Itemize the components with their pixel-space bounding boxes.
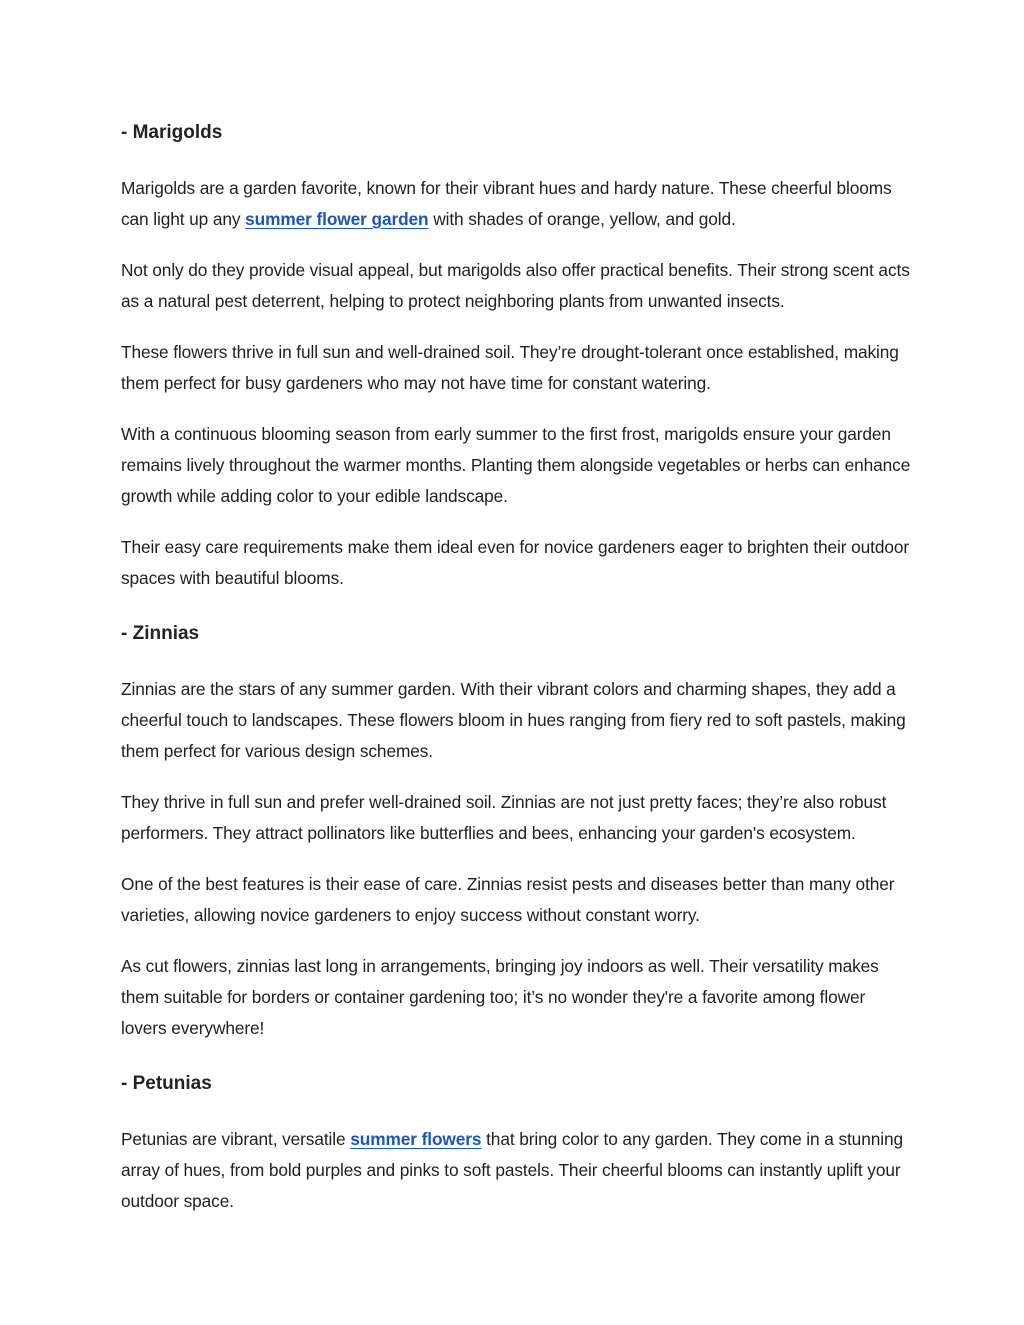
- paragraph-text: that bring color to any garden. They come in a stunning array of hues, from bold purples and pinks to soft pastels. Their cheerful blooms can instantly uplift your outdoor space.: [121, 1129, 903, 1211]
- paragraph-text: Marigolds are a garden favorite, known for their vibrant hues and hardy nature. These cheerful blooms can light up any: [121, 178, 892, 229]
- paragraph: One of the best features is their ease of care. Zinnias resist pests and diseases better than many other varieties, allowing novice gardeners to enjoy success without constant worry.: [121, 874, 895, 925]
- paragraph: With a continuous blooming season from early summer to the first frost, marigolds ensure your garden remains lively throughout the warmer months. Planting them alongside vegetables or herbs can enhance growth while adding color to your edible landscape.: [121, 424, 911, 506]
- paragraph-text: with shades of orange, yellow, and gold.: [428, 209, 736, 229]
- paragraph-text: Petunias are vibrant, versatile: [121, 1129, 351, 1149]
- document-body: [121, 113, 911, 1237]
- summer-flower-garden-link[interactable]: summer flower garden: [245, 209, 429, 229]
- paragraph: [121, 173, 911, 235]
- paragraph: Their easy care requirements make them ideal even for novice gardeners eager to brighten their outdoor spaces with beautiful blooms.: [121, 537, 910, 588]
- section-heading-petunias: - Petunias: [121, 1073, 212, 1094]
- paragraph: As cut flowers, zinnias last long in arrangements, bringing joy indoors as well. Their versatility makes them suitable for borders or container gardening too; it’s no wonder they're a favorite among flower lovers everywhere!: [121, 956, 879, 1038]
- paragraph: They thrive in full sun and prefer well-drained soil. Zinnias are not just pretty faces; they’re also robust performers. They attract pollinators like butterflies and bees, enhancing your garden's ecosystem.: [121, 792, 887, 843]
- section-heading-zinnias: - Zinnias: [121, 623, 200, 644]
- section-heading-marigolds: - Marigolds: [121, 122, 223, 143]
- paragraph: Not only do they provide visual appeal, but marigolds also offer practical benefits. Their strong scent acts as a natural pest deterrent, helping to protect neighboring plants from unwanted insects.: [121, 260, 910, 311]
- paragraph: Zinnias are the stars of any summer garden. With their vibrant colors and charming shapes, they add a cheerful touch to landscapes. These flowers bloom in hues ranging from fiery red to soft pastels, making them perfect for various design schemes.: [121, 679, 906, 761]
- summer-flowers-link[interactable]: summer flowers: [350, 1129, 482, 1149]
- paragraph: These flowers thrive in full sun and well-drained soil. They’re drought-tolerant once established, making them perfect for busy gardeners who may not have time for constant watering.: [121, 342, 899, 393]
- paragraph: [121, 1124, 911, 1217]
